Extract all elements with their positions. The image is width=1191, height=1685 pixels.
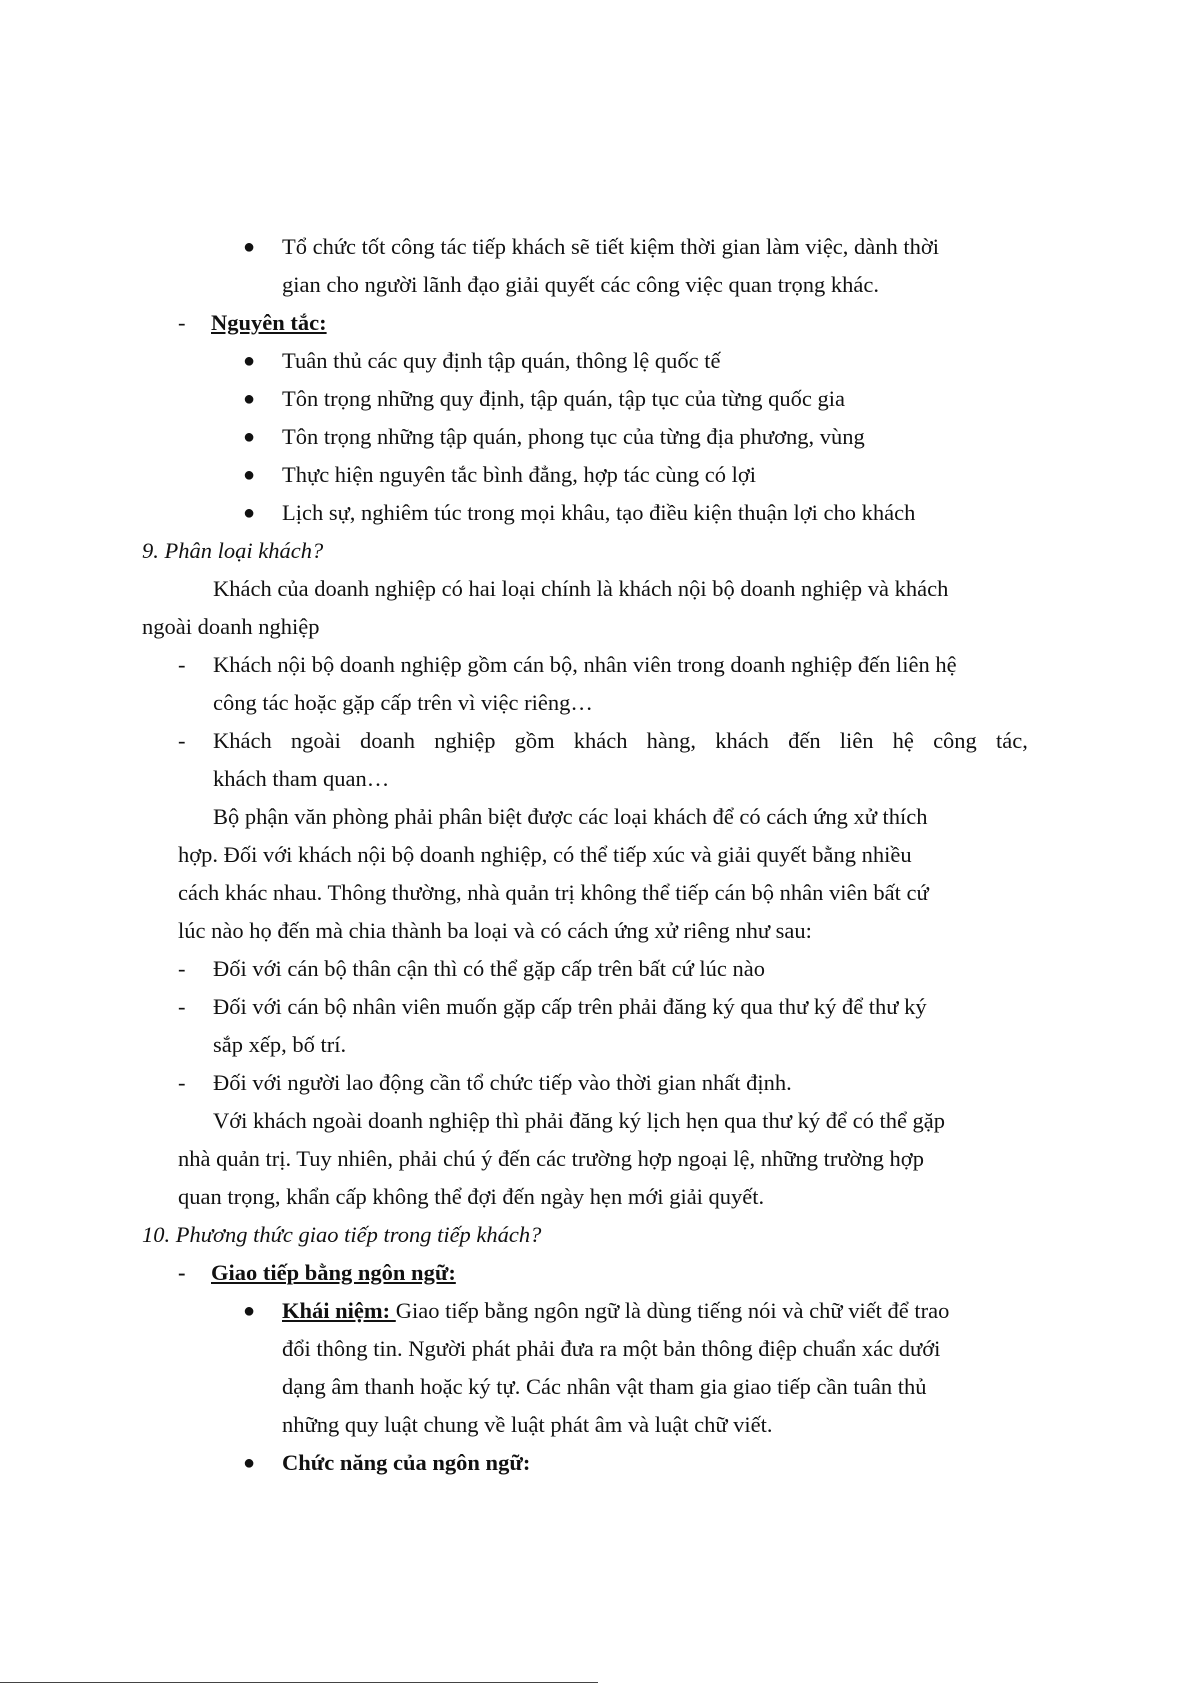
bullet-icon: ● [243, 236, 256, 258]
text-line: Với khách ngoài doanh nghiệp thì phải đăng ký lịch hẹn qua thư ký để có thể gặp [213, 1108, 946, 1133]
text-line: nhà quản trị. Tuy nhiên, phải chú ý đến các trường hợp ngoại lệ, những trường hợp [178, 1146, 924, 1171]
text-line: Bộ phận văn phòng phải phân biệt được các loại khách để có cách ứng xử thích [213, 804, 928, 829]
text-line: dạng âm thanh hoặc ký tự. Các nhân vật tham gia giao tiếp cần tuân thủ [282, 1374, 927, 1399]
principle-item: Thực hiện nguyên tắc bình đẳng, hợp tác cùng có lợi [282, 462, 756, 487]
bullet-icon: ● [243, 350, 256, 372]
word: doanh [360, 728, 416, 753]
word: hàng, [646, 728, 697, 753]
bullet-icon: ● [243, 1452, 256, 1474]
question-9-title: 9. Phân loại khách? [142, 538, 324, 563]
bullet-icon: ● [243, 502, 256, 524]
text-line: Khách nội bộ doanh nghiệp gồm cán bộ, nhân viên trong doanh nghiệp đến liên hệ [213, 652, 957, 677]
principle-item: Tôn trọng những quy định, tập quán, tập tục của từng quốc gia [282, 386, 846, 411]
text-line: hợp. Đối với khách nội bộ doanh nghiệp, có thể tiếp xúc và giải quyết bằng nhiều [178, 842, 912, 867]
word: nghiệp [434, 728, 496, 753]
word: khách [573, 728, 628, 753]
dash-marker: - [178, 310, 186, 335]
text-line: những quy luật chung về luật phát âm và luật chữ viết. [282, 1412, 773, 1437]
text-line: công tác hoặc gặp cấp trên vì việc riêng… [213, 690, 593, 715]
bullet-icon: ● [243, 464, 256, 486]
text-line: Khách của doanh nghiệp có hai loại chính là khách nội bộ doanh nghiệp và khách [213, 576, 949, 601]
concept-text: Giao tiếp bằng ngôn ngữ là dùng tiếng nói và chữ viết để trao [395, 1298, 950, 1323]
dash-marker: - [178, 994, 186, 1019]
text-line: cách khác nhau. Thông thường, nhà quản trị không thể tiếp cán bộ nhân viên bất cứ [178, 880, 929, 905]
concept-line [282, 1296, 949, 1326]
text-line: lúc nào họ đến mà chia thành ba loại và có cách ứng xử riêng như sau: [178, 918, 812, 943]
bullet-icon: ● [243, 1300, 256, 1322]
word: hệ [892, 728, 914, 753]
footer-divider [0, 1682, 598, 1683]
text-line: gian cho người lãnh đạo giải quyết các công việc quan trọng khác. [282, 272, 880, 297]
justified-line [213, 726, 1028, 756]
principle-item: Lịch sự, nghiêm túc trong mọi khâu, tạo điều kiện thuận lợi cho khách [282, 500, 916, 525]
function-heading: Chức năng của ngôn ngữ: [282, 1450, 531, 1475]
concept-label: Khái niệm: [282, 1298, 396, 1323]
word: gồm [514, 728, 555, 753]
dash-marker: - [178, 652, 186, 677]
text-line: khách tham quan… [213, 766, 390, 791]
word: Khách [213, 728, 272, 753]
text-line: Tổ chức tốt công tác tiếp khách sẽ tiết kiệm thời gian làm việc, dành thời [282, 234, 940, 259]
word: công [933, 728, 977, 753]
dash-marker: - [178, 956, 186, 981]
principle-item: Tuân thủ các quy định tập quán, thông lệ quốc tế [282, 348, 721, 373]
text-line: Đối với cán bộ nhân viên muốn gặp cấp trên phải đăng ký qua thư ký để thư ký [213, 994, 927, 1019]
text-line: đổi thông tin. Người phát phải đưa ra một bản thông điệp chuẩn xác dưới [282, 1336, 941, 1361]
text-line: Đối với cán bộ thân cận thì có thể gặp cấp trên bất cứ lúc nào [213, 956, 766, 981]
word: đến [788, 728, 821, 753]
word: ngoài [290, 728, 341, 753]
principle-item: Tôn trọng những tập quán, phong tục của từng địa phương, vùng [282, 424, 865, 449]
text-line: ngoài doanh nghiệp [142, 614, 320, 639]
bullet-icon: ● [243, 388, 256, 410]
word: khách [715, 728, 769, 753]
text-line: Đối với người lao động cần tổ chức tiếp vào thời gian nhất định. [213, 1070, 792, 1095]
bullet-icon: ● [243, 426, 256, 448]
language-heading: Giao tiếp bằng ngôn ngữ: [211, 1260, 456, 1285]
dash-marker: - [178, 728, 186, 753]
principles-heading: Nguyên tắc: [211, 310, 327, 335]
text-line: sắp xếp, bố trí. [213, 1032, 347, 1057]
text-line: quan trọng, khẩn cấp không thể đợi đến ngày hẹn mới giải quyết. [178, 1184, 765, 1209]
dash-marker: - [178, 1070, 186, 1095]
word: tác, [995, 728, 1028, 753]
dash-marker: - [178, 1260, 186, 1285]
word: liên [839, 728, 874, 753]
question-10-title: 10. Phương thức giao tiếp trong tiếp khách? [142, 1222, 542, 1247]
